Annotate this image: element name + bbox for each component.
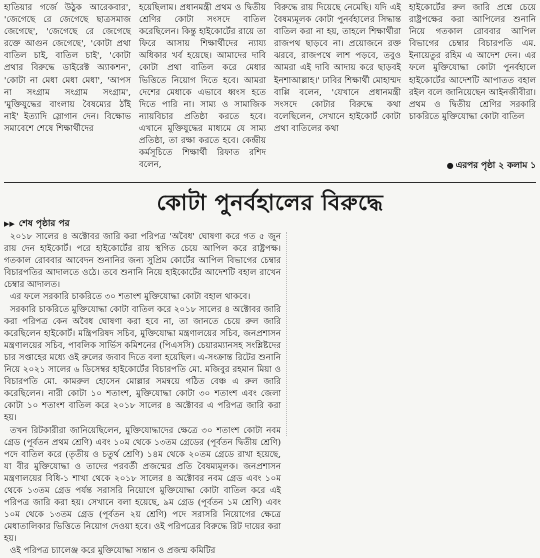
double-arrow-icon: ▶▶ — [4, 219, 15, 228]
article-paragraph: তখন রিটকারীরা জানিয়েছিলেন, মুক্তিযোদ্ধাদের ক্ষেত্রে ৩০ শতাংশ কোটা নবম গ্রেড (পূর্বতন প্রথম শ্রেণি) এবং ১০ম থেকে ১৩তম গ্রেডের (পূর্বতন দ্বিতীয় শ্রেণি) পদে বাতিল করে (তৃতীয় ও চতুর্থ শ্রেণি) ১৪ম থেকে ২০তম গ্রেডে রাখা হয়েছে, যা বীর মুক্তিযোদ্ধা ও তাদের পরবর্তী প্রজন্মের প্রতি বৈষম্যমূলক। জনপ্রশাসন মন্ত্রণালয়ের বিধি-১ শাখা থেকে ২০১৮ সালের ৪ অক্টোবর নবম গ্রেড এবং ১০ম থেকে ১৩তম গ্রেড পর্যন্ত সরাসরি নিয়োগে মুক্তিযোদ্ধা কোটা বাতিল করে এই পরিপত্র জারি করা হয়। সেখানে বলা হয়েছে, ৯ম গ্রেড (পূর্বতন ১ম শ্রেণি) এবং ১০ম থেকে ১৩তম গ্রেড (পূর্বতন ২য় শ্রেণি) পদে সরাসরি নিয়োগের ক্ষেত্রে মেধাতালিকার ভিত্তিতে নিয়োগ দেওয়া হবে। ওই পরিপত্রের বিরুদ্ধে রিট দায়ের করা হয়। — [4, 425, 281, 545]
top-column-4 — [409, 2, 536, 172]
article-body — [4, 231, 281, 557]
top-column-text: হাতিয়ার গর্জে উঠুক আরেকবার', 'জেগেছে রে জেগেছে ছাত্রসমাজ জেগেছে', 'জেগেছে রে জেগেছে রক্তে আগুন জেগেছে', 'কোটা প্রথা বাতিল চাই, বাতিল চাই', 'কোটা প্রথার বিরুদ্ধে ডাইরেক্ট অ্যাকশন', 'কোটা না মেধা মেধা মেধা', 'আপস না সংগ্রাম সংগ্রাম সংগ্রাম', 'মুক্তিযুদ্ধের বাংলায় বৈষম্যের ঠাঁই নাই' ইত্যাদি স্লোগান দেন। বিক্ষোভ সমাবেশে শেষে শিক্ষার্থীদের — [4, 3, 131, 134]
subhead-text: শেষ পৃষ্ঠার পর — [18, 219, 70, 229]
article-paragraph: ২০১৮ সালের ৪ অক্টোবর জারি করা পরিপত্র 'অবৈধ' ঘোষণা করে গত ৫ জুন রায় দেন হাইকোর্ট। পরে হাইকোর্টের রায় স্থগিত চেয়ে আপিল করে রাষ্ট্রপক্ষ। গতকাল রোববার আবেদন শুনানির জন্য সুপ্রিম কোর্টের আপিল বিভাগের চেম্বার বিচারপতির আদালতে ওঠে। তবে শুনানি নিয়ে হাইকোর্টের আদেশটি বহাল রাখেন চেম্বার আদালত। — [4, 232, 281, 291]
article-paragraph: এর ফলে সরকারি চাকরিতে ৩০ শতাংশ মুক্তিযোদ্ধা কোটা বহাল থাকবে। — [10, 292, 251, 303]
top-column-3 — [274, 2, 401, 172]
section-divider — [4, 182, 536, 183]
top-column-2 — [139, 2, 266, 172]
top-column-text: হাইকোর্টের রুল জারি প্রশ্নে চেয়ে রাষ্ট্রপক্ষের করা আপিলের শুনানি নিয়ে গতকাল রোববার আপিল বিভাগের চেম্বার বিচারপতি এম. ইনায়েতুর রহিম এ আদেশ দেন। এর ফলে মুক্তিযোদ্ধা কোটা পুনর্বহালে হাইকোর্টের আদেশটি আপাতত বহাল রইল বলে জানিয়েছেন আইনজীবীরা। প্রথম ও দ্বিতীয় শ্রেণির সরকারি চাকরিতে মুক্তিযোদ্ধা কোটা বাতিল — [409, 3, 536, 122]
article-paragraph: সরকারি চাকরিতে মুক্তিযোদ্ধা কোটা বাতিল করে ২০১৮ সালের ৪ অক্টোবর জারি করা পরিপত্র কেন অবৈধ ঘোষণা করা হবে না, তা জানতে চেয়ে রুল জারি করেছিলেন হাইকোর্ট। মন্ত্রিপরিষদ সচিব, মুক্তিযোদ্ধা মন্ত্রণালয়ের সচিব, জনপ্রশাসন মন্ত্রণালয়ের সচিব, পাবলিক সার্ভিস কমিশনের (পিএসসি) চেয়ারম্যানসহ সংশ্লিষ্টদের চার সপ্তাহের মধ্যে ওই রুলের জবাব দিতে বলা হয়েছিল। এ-সংক্রান্ত রিটের শুনানি নিয়ে ২০২১ সালের ৬ ডিসেম্বর হাইকোর্টের বিচারপতি মো. মজিবুর রহমান মিয়া ও বিচারপতি মো. কামরুল হোসেন মোল্লার সমন্বয়ে গঠিত বেঞ্চ এ রুল জারি করেছিলেন। নারী কোটা ১০ শতাংশ, মুক্তিযোদ্ধা কোটা ৩০ শতাংশ এবং জেলা কোটা ১০ শতাংশ বাতিল করে ২০১৮ সালের ৪ অক্টোবর এ পরিপত্র জারি করা হয়। — [4, 304, 281, 424]
top-column-text: বিরুদ্ধে রায় দিয়েছে নেমেছি। যদি এই বৈষম্যমূলক কোটা পুনর্বহালের সিদ্ধান্ত বাতিল করা না হয়, তাহলে শিক্ষার্থীরা রাজপথ ছাড়বে না। প্রয়োজনে রক্ত ঝরবে, রাজপথে লাশ পড়বে, তবুও আমরা এই দাবি আদায় করে ছাড়বই ইনশাআল্লাহ।' ঢাবির শিক্ষার্থী মোহাম্মদ বাপ্পি বলেন, 'যেখানে প্রধানমন্ত্রী সংসদে কোটার বিরুদ্ধে কথা বলেছিলেন, সেখানে হাইকোর্ট কোটা প্রথা বাতিলের কথা — [274, 3, 401, 134]
top-columns — [4, 2, 536, 172]
page-edge-line — [286, 232, 287, 436]
top-column-text: হয়েছিলাম। প্রধানমন্ত্রী প্রথম ও দ্বিতীয় শ্রেণির কোটা সংসদে বাতিল করেছিলেন। কিন্তু হাইকোর্টের রায়ে তা ফিরে আসায় শিক্ষার্থীদের ন্যায্য অধিকার খর্ব হয়েছে। আমাদের দাবি কোটা প্রথা বাতিল করে মেধার ভিত্তিতে নিয়োগ দিতে হবে। আমরা দেশের মেধাকে এভাবে ধ্বংস হতে দিতে পারি না। সাম্য ও সামাজিক ন্যায়বিচার প্রতিষ্ঠা করতে হবে। এখানে মুক্তিযুদ্ধের মাধ্যমে যে সাম্য প্রতিষ্ঠা, তা রক্ষা করতে হবে। কেন্দ্রীয় কর্মসূচিতে শিক্ষার্থী রিফাত রশিদ বলেন, — [139, 3, 266, 171]
continued-marker — [409, 159, 536, 172]
bullet-icon: ● — [446, 159, 454, 170]
article-subhead — [4, 216, 70, 231]
continued-text: এরপর পৃষ্ঠা ২ কলাম ১ — [455, 160, 536, 171]
article-paragraph: ওই পরিপত্র চ্যালেঞ্জ করে মুক্তিযোদ্ধা সন্তান ও প্রজন্ম কমিটির — [10, 546, 216, 557]
article-headline: কোটা পুনর্বহালের বিরুদ্ধে — [156, 191, 384, 216]
top-column-1 — [4, 2, 131, 172]
